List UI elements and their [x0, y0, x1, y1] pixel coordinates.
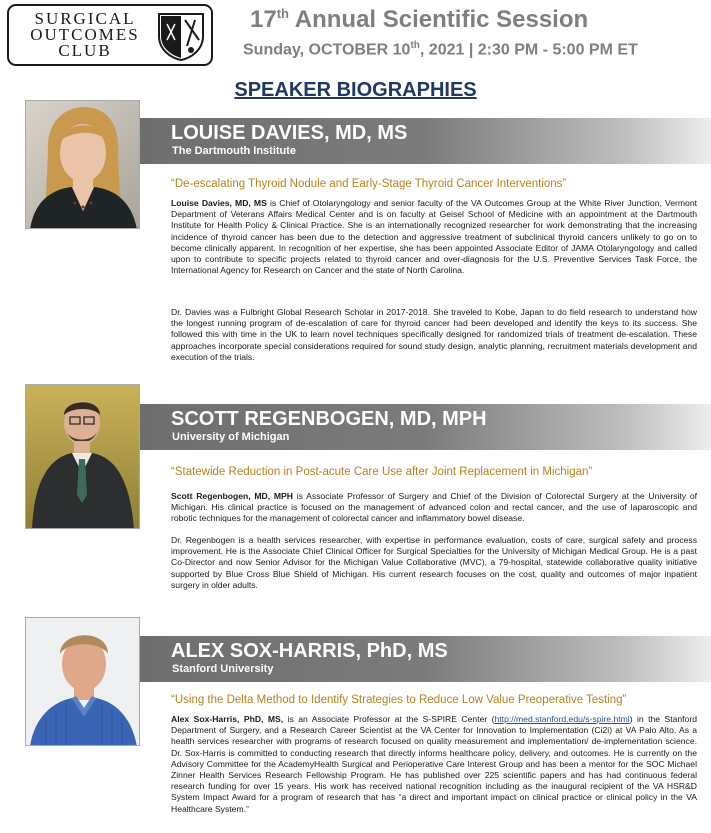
speaker-name: ALEX SOX-HARRIS, PhD, MS [171, 640, 448, 662]
event-title: 17th Annual Scientific Session [250, 6, 589, 33]
portrait-image [26, 385, 140, 529]
speaker-photo-sox-harris [25, 617, 140, 746]
speaker-bio: Dr. Davies was a Fulbright Global Research Scholar in 2017-2018. She traveled to Kobe, Japan to do field research to understand how the longest running program of de-escalation of care for thyroid cancer had been developed and identify the keys to its success. She followed this with time in the UK to learn novel techniques specifically designed for randomized trials of treatment de-escalation. These approaches incorporate special considerations required for sound study design, analytic planning, recruitment materials development and execution of the trials. [171, 307, 697, 362]
portrait-image [26, 101, 140, 229]
logo-line-3: CLUB [58, 41, 112, 60]
speaker-bio: Dr. Regenbogen is a health services researcher, with expertise in performance evaluation, costs of care, surgical safety and process improvement. He is the Associate Chief Clinical Officer for Surgical Specialties for the University of Michigan Medical Group. He is a past Co-Director and now Senior Advisor for the Michigan Value Collaborative (MVC), a 79-hospital, statewide collaborative quality initiative supported by Blue Cross Blue Shield of Michigan. His current research focuses on the cost, quality and outcomes of major inpatient surgery in older adults. [171, 535, 697, 590]
speaker-institution: The Dartmouth Institute [172, 145, 297, 157]
speaker-photo-regenbogen [25, 384, 140, 529]
speaker-bio: Alex Sox-Harris, PhD, MS, is an Associate Professor at the S-SPIRE Center (http://med.stanford.edu/s-spire.html) in the Stanford Department of Surgery, and a Research Career Scientist at the VA Center for Innovation to Implementation (Ci2i) at VA Palo Alto. As a health services researcher with programs of research focused on quality measurement and implementation/ de-implementation science. Dr. Sox-Harris is committed to conducting research that directly informs healthcare policy, delivery, and outcomes. He is currently on the Advisory Committee for the AcademyHealth Surgical and Perioperative Care Interest Group and has been a mentor for the SOC Michael Zinner Health Services Research Fellowship Program. He has published over 225 scientific papers and has had continuous federal research funding for over 15 years. His work has received national recognition including as the inaugural recipient of the VA HSR&D System Impact Award for a program of research that has “a direct and important impact on clinical practice or clinical policy in the VA Healthcare System.” [171, 714, 697, 814]
speaker-bio: Scott Regenbogen, MD, MPH is Associate Professor of Surgery and Chief of the Division of Colorectal Surgery at the University of Michigan. His clinical practice is focused on the management of advanced colon and rectal cancer, and the use of laparoscopic and robotic techniques for the management of colorectal cancer and inflammatory bowel disease. [171, 491, 697, 524]
logo-line-1: SURGICAL [34, 9, 136, 28]
logo-text [19, 11, 151, 59]
speaker-banner-regenbogen [140, 404, 711, 450]
surgical-outcomes-club-logo [7, 4, 213, 66]
speaker-banner-davies [140, 118, 711, 164]
logo-line-2: OUTCOMES [30, 25, 140, 44]
speaker-banner-sox-harris [140, 636, 711, 682]
speaker-photo-davies [25, 100, 140, 229]
portrait-image [26, 618, 140, 746]
speaker-institution: University of Michigan [172, 431, 290, 443]
shield-icon [155, 10, 207, 62]
section-title: SPEAKER BIOGRAPHIES [234, 79, 477, 101]
speaker-institution: Stanford University [172, 663, 274, 675]
speaker-name: LOUISE DAVIES, MD, MS [171, 122, 408, 144]
talk-title: “De-escalating Thyroid Nodule and Early-Stage Thyroid Cancer Interventions” [171, 178, 567, 190]
speaker-bio: Louise Davies, MD, MS is Chief of Otolaryngology and senior faculty of the VA Outcomes Group at the White River Junction, Vermont Department of Veterans Affairs Medical Center and is on faculty at Geisel School of Medicine with an appointment at the Dartmouth Institute for Health Policy & Clinical Practice. She is an internationally recognized researcher for work demonstrating that the increasing incidence of thyroid cancer has been due to the detection and aggressive treatment of subclinical thyroid cancers unlikely to go on to become clinically apparent. In recognition of her expertise, she has been appointed Associate Editor of JAMA Otolaryngology and called upon to contribute to specific projects related to thyroid cancer and over-diagnosis for the U.S. Preventive Services Task Force, the International Agency for Research on Cancer and the state of North Carolina. [171, 198, 697, 276]
speaker-name: SCOTT REGENBOGEN, MD, MPH [171, 408, 487, 430]
talk-title: “Statewide Reduction in Post-acute Care Use after Joint Replacement in Michigan” [171, 466, 593, 478]
talk-title: “Using the Delta Method to Identify Strategies to Reduce Low Value Preoperative Testing” [171, 694, 627, 706]
event-date: Sunday, OCTOBER 10th, 2021 | 2:30 PM - 5:00 PM ET [243, 40, 638, 59]
s-spire-link[interactable]: http://med.stanford.edu/s-spire.html [494, 714, 630, 724]
